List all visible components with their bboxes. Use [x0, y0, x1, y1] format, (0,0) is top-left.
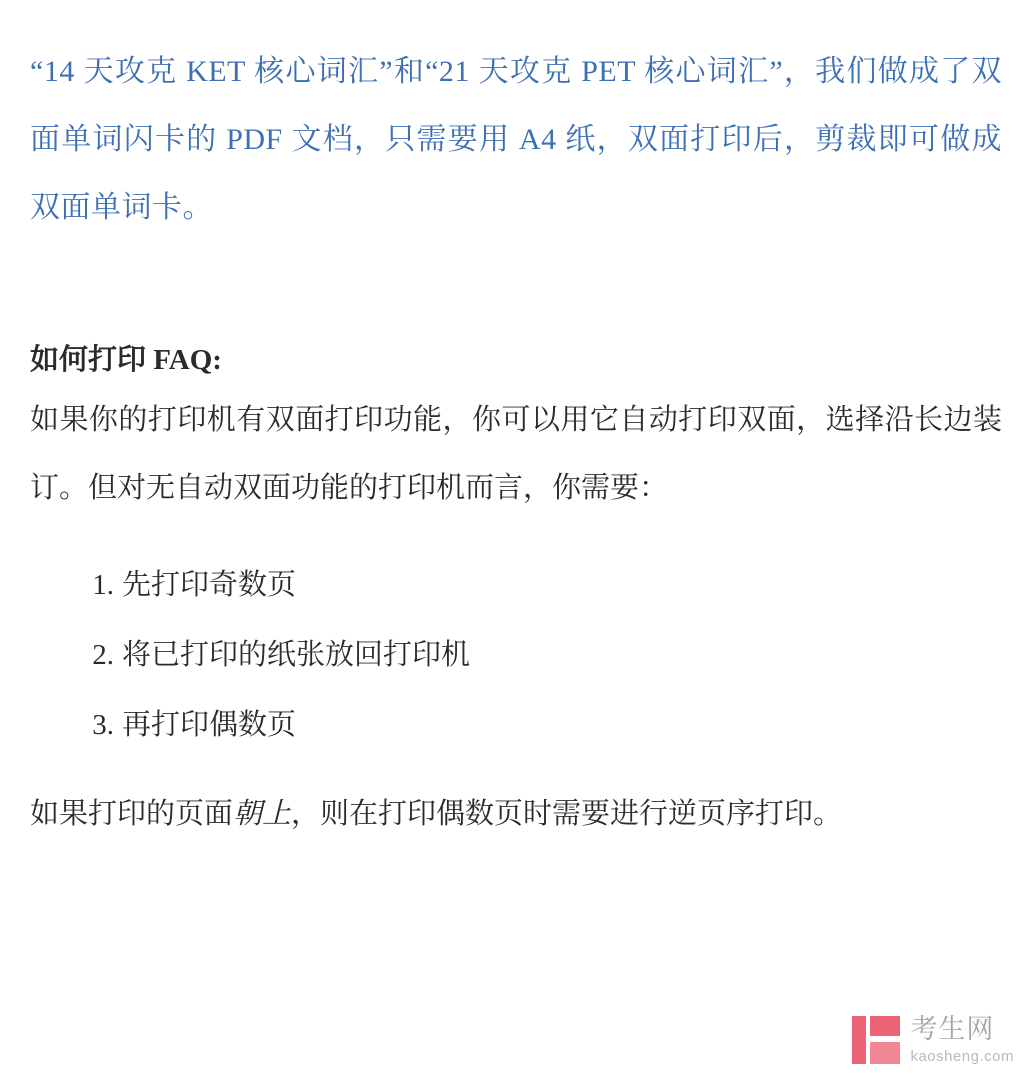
- closing-text-before: 如果打印的页面: [30, 798, 234, 830]
- list-item: 先打印奇数页: [122, 569, 297, 601]
- closing-spacer: [30, 760, 1002, 782]
- watermark-text: [910, 1016, 1014, 1064]
- section-spacer: [30, 242, 1002, 334]
- watermark-name-cn: 考生网: [910, 1014, 995, 1044]
- faq-paragraph: 如果你的打印机有双面打印功能，你可以用它自动打印双面，选择沿长边装订。但对无自动双面功能的打印机而言，你需要：: [30, 404, 1002, 504]
- watermark-name-en: kaosheng.com: [910, 1048, 1014, 1065]
- list-item: 再打印偶数页: [122, 709, 297, 741]
- list-spacer: [30, 522, 1002, 550]
- print-steps-list: [30, 550, 1002, 760]
- faq-heading: 如何打印 FAQ:: [30, 344, 222, 376]
- closing-text-after: ，则在打印偶数页时需要进行逆页序打印。: [291, 798, 843, 830]
- kaosheng-logo-icon: [852, 1016, 900, 1064]
- list-item: 将已打印的纸张放回打印机: [122, 639, 471, 671]
- closing-paragraph: [30, 782, 1002, 846]
- intro-paragraph: “14 天攻克 KET 核心词汇”和“21 天攻克 PET 核心词汇”，我们做成了双面单词闪卡的 PDF 文档，只需要用 A4 纸，双面打印后，剪裁即可做成双面单词卡。: [30, 55, 1002, 224]
- closing-emphasis: 朝上: [233, 798, 292, 830]
- watermark: [852, 1016, 1014, 1064]
